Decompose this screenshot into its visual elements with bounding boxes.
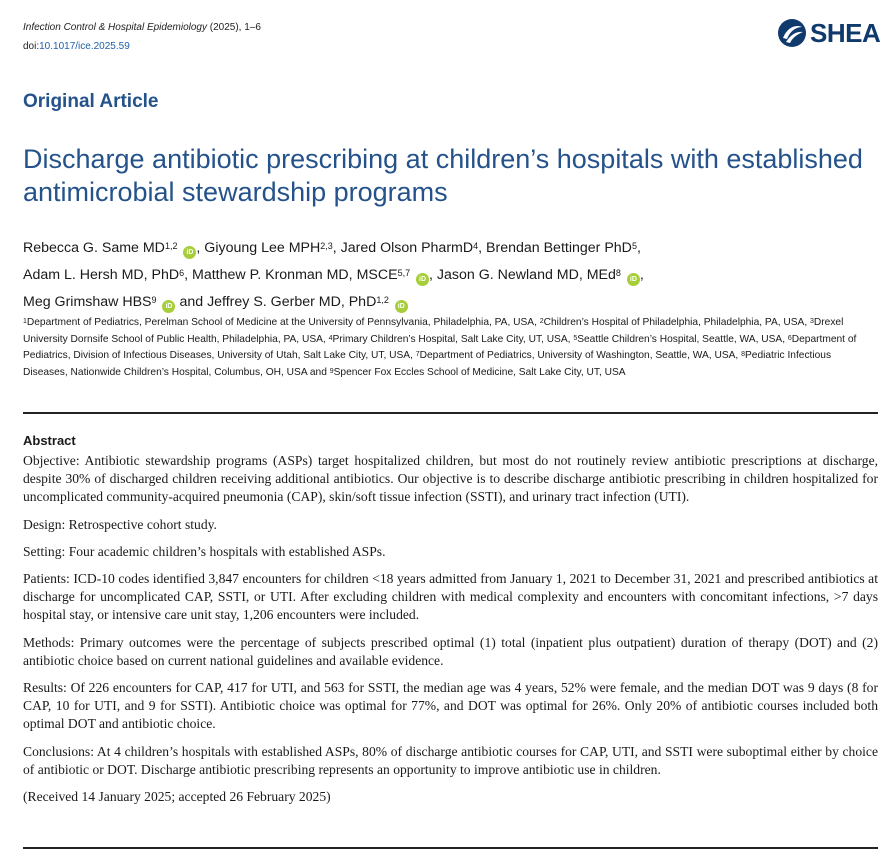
author-name: Jeffrey S. Gerber MD, PhD (207, 294, 377, 310)
abstract-conclusions: Conclusions: At 4 children’s hospitals with established ASPs, 80% of discharge antibiotic courses for CAP, UTI, and SSTI were suboptimal either by choice of antibiotic or DOT. Discharge antibiotic prescribing represents an opportunity to improve antibiotic use in children. (23, 743, 878, 777)
affil-text: Department of Pediatrics, Perelman School of Medicine at the University of Pennsylvania, Philadelphia, PA, USA, (26, 317, 540, 328)
abstract-design: Design: Retrospective cohort study. (23, 516, 217, 532)
doi-link[interactable]: 10.1017/ice.2025.59 (39, 41, 130, 52)
affil-text: Pediatric Infectious Diseases, Nationwide Children’s Hospital, Columbus, OH, USA and (23, 350, 832, 378)
author-sup: 4 (473, 241, 479, 251)
author-name: Giyoung Lee MPH (204, 240, 321, 256)
shea-logo-icon (777, 18, 807, 48)
author-name: Rebecca G. Same MD (23, 240, 165, 256)
article-title: Discharge antibiotic prescribing at children’s hospitals with established antimicrobial stewardship programs (23, 144, 863, 207)
affil-text: Primary Children’s Hospital, Salt Lake City, UT, USA, (332, 333, 574, 345)
abstract-received: (Received 14 January 2025; accepted 26 February 2025) (23, 789, 331, 805)
abstract-patients: Patients: ICD-10 codes identified 3,847 encounters for children <18 years admitted from January 1, 2021 to December 31, 2021 and prescribed antibiotics at discharge for uncomplicated CAP, SSTI, or UTI. After excluding children with medical complexity and encounters with concomitant infections, >7 days hospital stay, or intensive care unit stay, 1,206 encounters were included. (23, 571, 878, 623)
affil-sup: 1 (23, 318, 27, 325)
orcid-icon[interactable]: iD (162, 300, 175, 313)
affil-text: Seattle Children’s Hospital, Seattle, WA, USA, (577, 333, 788, 345)
affil-sup: 9 (329, 367, 334, 375)
author-sup: 8 (615, 268, 621, 278)
affil-sup: 5 (573, 334, 578, 342)
affil-text: Children’s Hospital of Philadelphia, Philadelphia, PA, USA, (543, 317, 811, 328)
author-sup: 6 (179, 268, 185, 278)
affil-sup: 6 (787, 334, 792, 342)
author-name: Jason G. Newland MD, MEd (436, 267, 616, 283)
affil-sup: 8 (741, 351, 745, 358)
affil-sup: 2 (539, 318, 544, 325)
affil-text: Department of Pediatrics, University of Washington, Seattle, WA, USA, (419, 350, 742, 361)
doi-prefix: doi: (23, 41, 40, 52)
affil-text: Department of Pediatrics, Division of Infectious Diseases, University of Utah, Salt Lake City, UT, USA, (23, 333, 857, 361)
author-name: Brendan Bettinger PhD (486, 240, 632, 256)
affil-sup: 3 (810, 318, 814, 325)
orcid-icon[interactable]: iD (183, 246, 196, 259)
affil-text: Spencer Fox Eccles School of Medicine, Salt Lake City, UT, USA (333, 366, 626, 378)
orcid-icon[interactable]: iD (395, 300, 408, 313)
affil-sup: 7 (415, 351, 420, 358)
affil-sup: 4 (328, 334, 333, 342)
logo-text: SHEA (810, 18, 881, 48)
abstract-methods: Methods: Primary outcomes were the percentage of subjects prescribed optimal (1) total (inpatient plus outpatient) duration of therapy (DOT) and (2) antibiotic choice based on current national guidelines and available evidence. (23, 634, 878, 668)
author-name: Jared Olson PharmD (340, 240, 474, 256)
orcid-icon[interactable]: iD (416, 273, 429, 286)
article-type: Original Article (23, 91, 159, 112)
journal-name: Infection Control & Hospital Epidemiology (23, 22, 207, 33)
author-name: Matthew P. Kronman MD, MSCE (192, 267, 398, 283)
doi-line (23, 40, 130, 53)
author-sup: 9 (151, 295, 157, 305)
author-list: Rebecca G. Same MD$^{1,2}$ iD , Giyoung Lee MPH$^{2,3}$, Jared Olson PharmD$^4$, Brendan Bettinger PhD$^5$, Adam L. Hersh MD, PhD$^6$, Matthew P. Kronman MD, MSCE$^{5,7}$ iD , Jason G. Newland MD, MEd$^8$ iD , Meg Grimshaw HBS$^9$ iD and Jeffrey S. Gerber MD, PhD$^{1,2}$ iD (23, 235, 883, 316)
author-sup: 1,2 (376, 295, 389, 305)
author-sup: 5 (631, 241, 637, 251)
abstract-results: Results: Of 226 encounters for CAP, 417 for UTI, and 563 for SSTI, the median age was 4 years, 52% were female, and the median DOT was 9 days (8 for CAP, 10 for UTI, and 9 for SSTI). Antibiotic choice was optimal for 77%, and DOT was optimal for 26%. Only 20% of antibiotic courses included both optimal DOT and antibiotic choice. (23, 680, 878, 732)
divider-top (23, 412, 878, 414)
orcid-icon[interactable]: iD (627, 273, 640, 286)
divider-bottom (23, 847, 878, 849)
abstract-objective: Objective: Antibiotic stewardship programs (ASPs) target hospitalized children, but most do not routinely review antibiotic prescriptions at discharge, despite 30% of discharged children receiving additional antibiotics. Our objective is to describe discharge antibiotic prescribing in children hospitalized for uncomplicated community-acquired pneumonia (CAP), skin/soft tissue infection (SSTI), and urinary tract infection (UTI). (23, 453, 878, 505)
author-sup: 5,7 (397, 268, 411, 278)
journal-meta: (2025), 1–6 (206, 22, 261, 33)
shea-logo (777, 18, 880, 48)
journal-citation (23, 21, 261, 34)
abstract-heading: Abstract (23, 433, 76, 448)
affil-text: Drexel University Dornsife School of Public Health, Philadelphia, PA, USA, (23, 317, 844, 345)
abstract (23, 432, 878, 815)
affiliations (23, 315, 878, 381)
abstract-setting: Setting: Four academic children’s hospitals with established ASPs. (23, 543, 386, 559)
author-name: Meg Grimshaw HBS (23, 294, 152, 310)
author-sup: 1,2 (164, 241, 178, 251)
and-connector: and (179, 294, 204, 310)
author-name: Adam L. Hersh MD, PhD (23, 267, 180, 283)
author-sup: 2,3 (320, 241, 333, 251)
